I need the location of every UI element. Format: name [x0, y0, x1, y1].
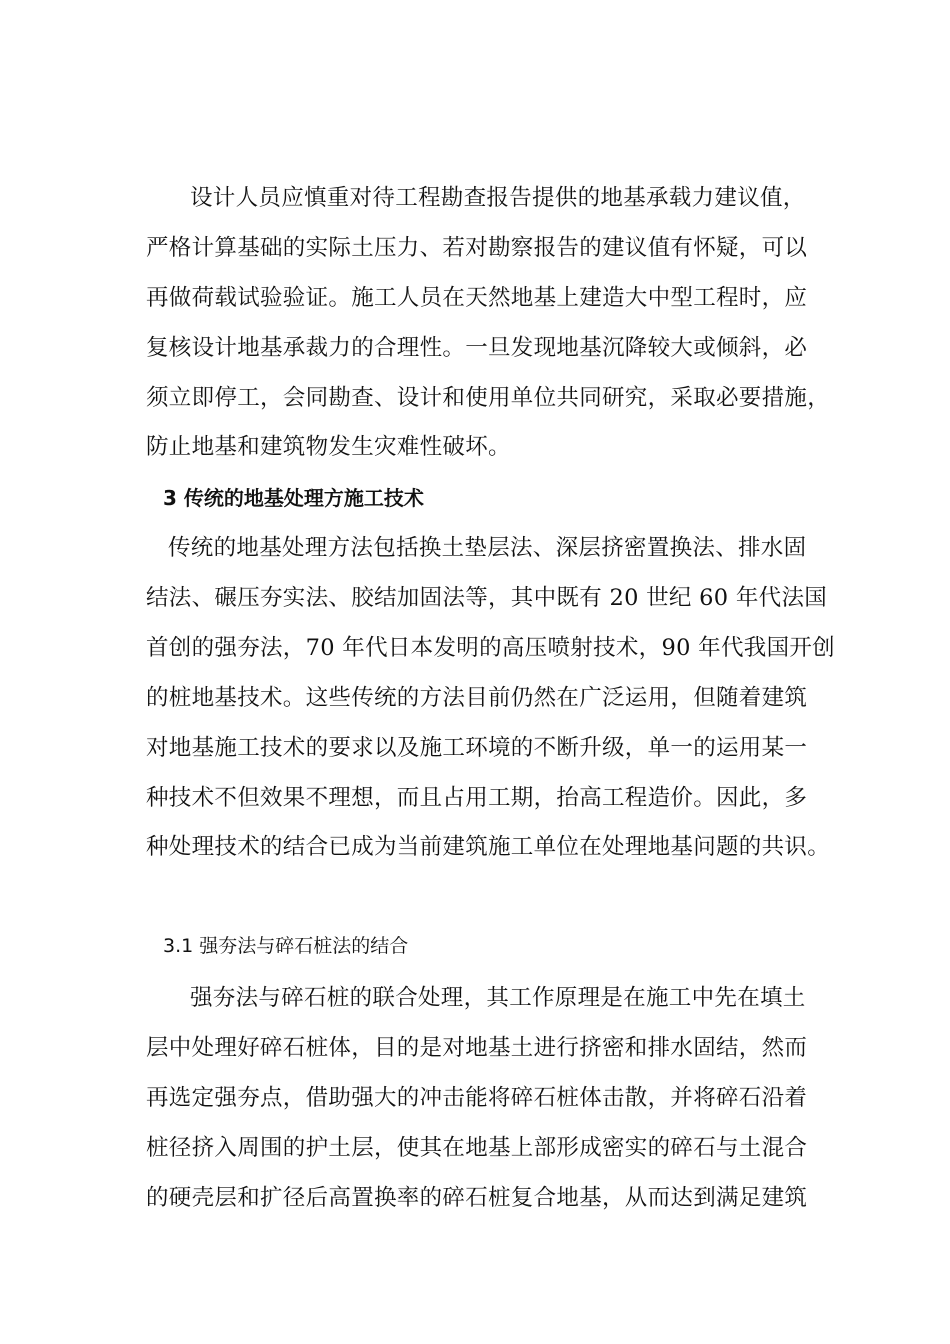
- section-3-line-5: 对地基施工技术的要求以及施工环境的不断升级，单一的运用某一: [146, 735, 808, 761]
- paragraph-1-line-3: 再做荷载试验验证。施工人员在天然地基上建造大中型工程时，应: [146, 285, 808, 311]
- section-3-1-line-1: 强夯法与碎石桩的联合处理，其工作原理是在施工中先在填土: [190, 985, 806, 1011]
- section-3-line-6: 种技术不但效果不理想，而且占用工期，抬高工程造价。因此，多: [146, 785, 808, 811]
- paragraph-1-line-1: 设计人员应慎重对待工程勘查报告提供的地基承载力建议值，: [190, 185, 806, 211]
- paragraph-1-line-6: 防止地基和建筑物发生灾难性破坏。: [146, 434, 511, 460]
- section-3-line-7: 种处理技术的结合已成为当前建筑施工单位在处理地基问题的共识。: [146, 834, 831, 860]
- paragraph-1-line-4: 复核设计地基承裁力的合理性。一旦发现地基沉降较大或倾斜，必: [146, 335, 808, 361]
- paragraph-1-line-2: 严格计算基础的实际土压力、若对勘察报告的建议值有怀疑，可以: [146, 235, 808, 261]
- section-3-1-heading: 3.1 强夯法与碎石桩法的结合: [163, 935, 409, 957]
- section-3-1-line-5: 的硬壳层和扩径后高置换率的碎石桩复合地基，从而达到满足建筑: [146, 1185, 808, 1211]
- section-3-1-line-4: 桩径挤入周围的护土层，使其在地基上部形成密实的碎石与土混合: [146, 1135, 808, 1161]
- section-3-1-line-2: 层中处理好碎石桩体，目的是对地基土进行挤密和排水固结，然而: [146, 1035, 808, 1061]
- section-3-line-1: 传统的地基处理方法包括换土垫层法、深层挤密置换法、排水固: [168, 535, 807, 561]
- section-3-line-2: 结法、碾压夯实法、胶结加固法等，其中既有 20 世纪 60 年代法国: [146, 585, 828, 611]
- paragraph-1-line-5: 须立即停工，会同勘查、设计和使用单位共同研究，采取必要措施，: [146, 385, 831, 411]
- section-3-line-4: 的桩地基技术。这些传统的方法目前仍然在广泛运用，但随着建筑: [146, 685, 808, 711]
- section-3-line-3: 首创的强夯法，70 年代日本发明的高压喷射技术，90 年代我国开创: [146, 635, 835, 661]
- section-3-heading: 3 传统的地基处理方施工技术: [163, 486, 424, 510]
- section-3-1-line-3: 再选定强夯点，借助强大的冲击能将碎石桩体击散，并将碎石沿着: [146, 1085, 808, 1111]
